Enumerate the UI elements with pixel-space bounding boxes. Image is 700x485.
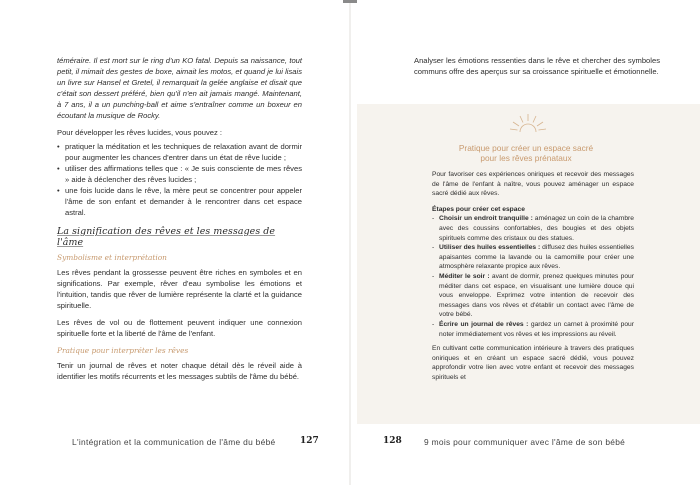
lucid-dreams-list	[57, 141, 302, 218]
list-item	[432, 272, 634, 320]
section-heading: La signification des rêves et les messages de l'âme	[57, 226, 276, 248]
list-item: • pratiquer la méditation et les techniques de relaxation avant de dormir pour augmenter les chances d'entrer dans un état de rêve lucide ;	[57, 141, 302, 163]
step-label: Utiliser des huiles essentielles :	[439, 244, 541, 252]
step-text: aménagez un coin de la chambre avec des coussins confortables, des bougies et des objets spirituels comme des cristaux ou des statues.	[439, 215, 634, 242]
right-running-footer: 9 mois pour communiquer avec l'âme de son bébé	[424, 437, 626, 447]
lucid-dreams-lead: Pour développer les rêves lucides, vous pouvez :	[57, 128, 223, 137]
subheading-practice: Pratique pour interpréter les rêves	[57, 346, 189, 355]
left-page-body	[57, 55, 302, 382]
top-bookmark-mark	[343, 0, 357, 3]
box-title-line2: pour les rêves prénataux	[480, 153, 572, 163]
step-label: Écrire un journal de rêves :	[439, 320, 529, 328]
flight-dreams-paragraph: Les rêves de vol ou de flottement peuvent indiquer une connexion spirituelle forte et la liberté de l'âme de l'enfant.	[57, 318, 302, 338]
right-page-top-paragraph	[414, 55, 660, 77]
step-text: diffusez des huiles essentielles apaisantes comme la lavande ou la camomille pour créer une atmosphère relaxante propice aux rêves.	[439, 244, 634, 271]
list-item: • une fois lucide dans le rêve, la mère peut se concentrer pour appeler l'âme de son enfant et demander à le rencontrer dans cet espace astral.	[57, 185, 302, 218]
step-label: Choisir un endroit tranquille :	[439, 215, 533, 223]
steps-list	[432, 214, 634, 339]
right-page-number: 128	[383, 436, 402, 446]
step-label: Méditer le soir :	[439, 272, 490, 280]
box-closing: En cultivant cette communication intérieure à travers des pratiques oniriques et en créant un espace sacré dédié, vous pouvez approfondir votre lien avec votre enfant et recevoir des messages spirituels et	[432, 345, 634, 381]
step-text: gardez un carnet à proximité pour noter immédiatement vos rêves et les impressions au réveil.	[439, 320, 634, 338]
list-item: • utiliser des affirmations telles que : « Je suis consciente de mes rêves » aide à déclencher des rêves lucides ;	[57, 163, 302, 185]
list-item	[432, 243, 634, 272]
left-page-number: 127	[300, 436, 319, 446]
intro-italic-paragraph: téméraire. Il est mort sur le ring d'un KO fatal. Depuis sa naissance, tout petit, il mimait des gestes de boxe, aimait les motos, et quand je lui lisais un livre sur Hansel et Gretel, il remarquait la gelée anglaise et disait que c'était son dessert préféré, bien qu'il n'en ait jamais mangé. Maintenant, à 7 ans, il a un punching-ball et aime s'entraîner comme un boxeur en écoutant la musique de Rocky.	[57, 56, 302, 120]
analysis-paragraph: Analyser les émotions ressenties dans le rêve et chercher des symboles communs offre des aperçus sur sa croissance spirituelle et émotionnelle.	[414, 56, 660, 76]
subheading-symbolism: Symbolisme et interprétation	[57, 253, 167, 262]
box-intro: Pour favoriser ces expériences oniriques et recevoir des messages de l'âme de l'enfant à naître, vous pouvez aménager un espace sacré dédié aux rêves.	[432, 171, 634, 198]
practice-box-title	[426, 143, 626, 163]
box-title-line1: Pratique pour créer un espace sacré	[458, 143, 594, 153]
symbolism-paragraph: Les rêves pendant la grossesse peuvent être riches en symboles et en significations. Par exemple, rêver d'eau symbolise les émotions et l'intuition, tandis que rêver de lumière représente la clarté et la guidance spirituelle.	[57, 268, 302, 310]
list-item	[432, 320, 634, 339]
list-item	[432, 214, 634, 243]
left-running-footer: L'intégration et la communication de l'âme du bébé	[72, 437, 276, 447]
step-text: avant de dormir, prenez quelques minutes pour méditer dans cet espace, en visualisant une lumière douce qui vous enveloppe. Exprimez votre intention de recevoir des messages dans vos rêves et d'établir un contact avec l'âme de votre bébé.	[439, 272, 634, 319]
dream-journal-paragraph: Tenir un journal de rêves et noter chaque détail dès le réveil aide à identifier les motifs récurrents et les messages subtils de l'âme du bébé.	[57, 361, 302, 381]
sun-ornament-icon	[508, 112, 548, 134]
book-gutter	[349, 0, 351, 485]
practice-box-body	[432, 170, 634, 382]
steps-heading: Étapes pour créer cet espace	[432, 205, 525, 213]
